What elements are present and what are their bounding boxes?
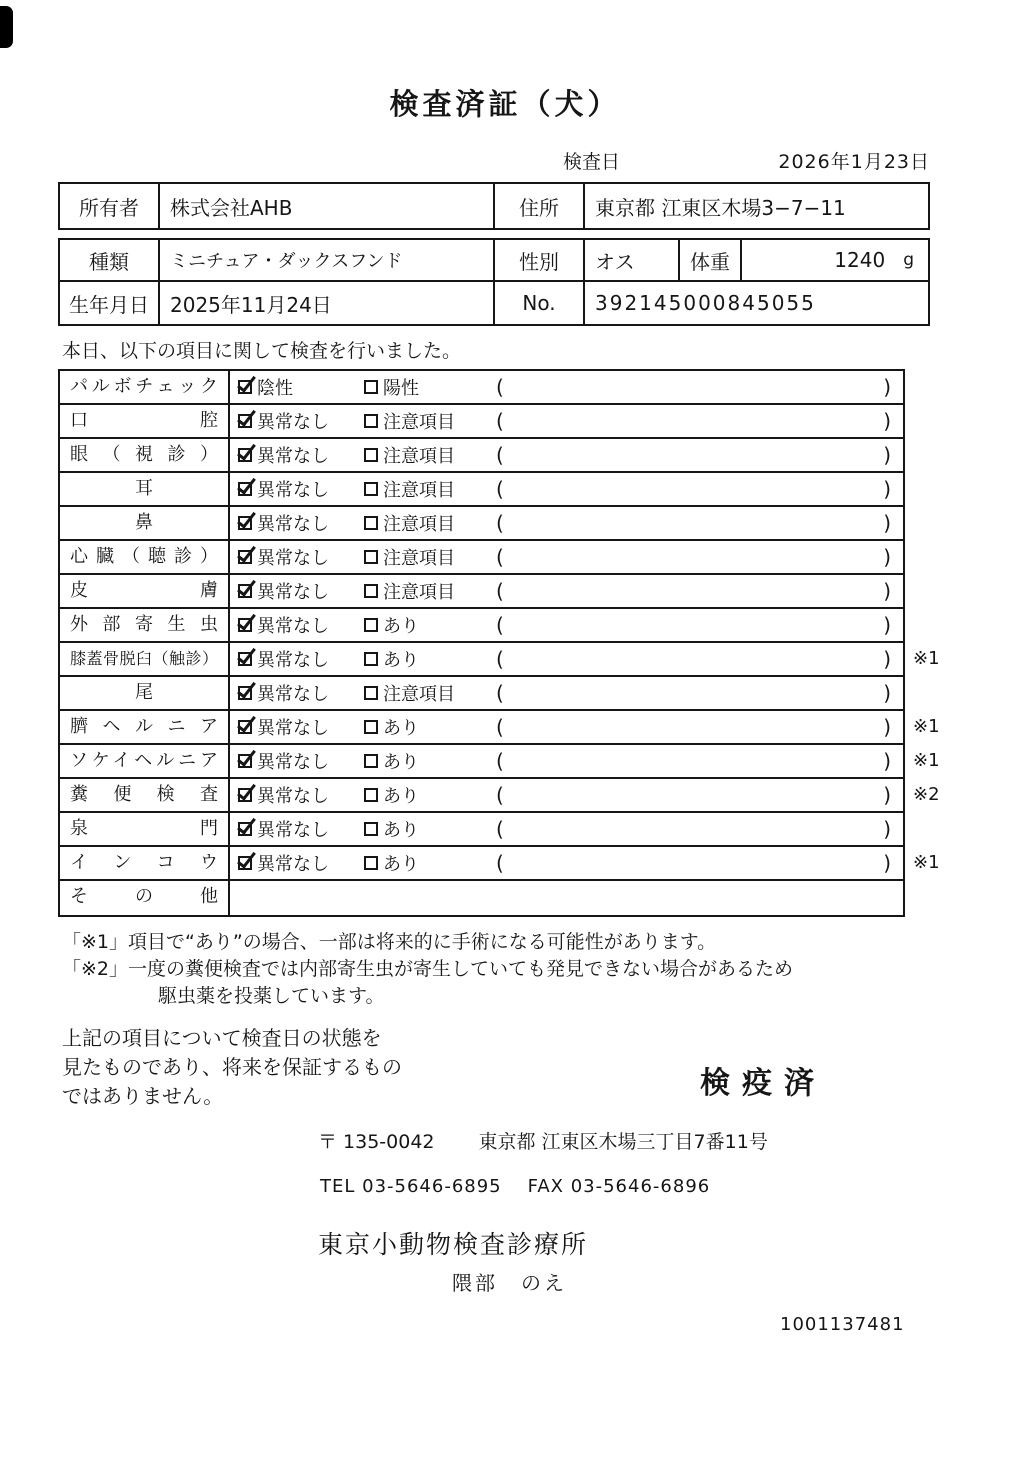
option-label: 注意項目 bbox=[383, 446, 455, 467]
option-label: 異常なし bbox=[257, 582, 329, 603]
disclaimer bbox=[62, 1024, 452, 1111]
paren-open: ( bbox=[496, 783, 504, 807]
item-label: 膝蓋骨脱臼（触診） bbox=[60, 643, 230, 675]
item-row bbox=[60, 405, 903, 439]
option-2 bbox=[364, 374, 496, 400]
paren-field bbox=[496, 545, 903, 569]
weight-unit: g bbox=[903, 250, 914, 270]
paren-open: ( bbox=[496, 851, 504, 875]
option-label: 異常なし bbox=[257, 786, 329, 807]
option-2 bbox=[364, 612, 496, 638]
clinic-name: 東京小動物検査診療所 bbox=[318, 1230, 589, 1259]
paren-field bbox=[496, 477, 903, 501]
paren-field bbox=[496, 409, 903, 433]
option-1 bbox=[230, 714, 364, 740]
paren-field bbox=[496, 817, 903, 841]
checkbox-checked-icon bbox=[238, 448, 252, 462]
item-row bbox=[60, 813, 903, 847]
footnote-2: 「※2」一度の糞便検査では内部寄生虫が寄生していても発見できない場合があるため bbox=[62, 958, 794, 980]
paren-open: ( bbox=[496, 511, 504, 535]
option-label: 異常なし bbox=[257, 446, 329, 467]
bottom-row bbox=[62, 1024, 1010, 1111]
disclaimer-line-2: 見たものであり、将来を保証するもの bbox=[62, 1055, 402, 1079]
item-label: 眼（視診） bbox=[60, 439, 230, 471]
item-content bbox=[230, 575, 903, 607]
paren-field bbox=[496, 851, 903, 875]
option-1 bbox=[230, 578, 364, 604]
item-label: その他 bbox=[60, 881, 230, 915]
item-content bbox=[230, 813, 903, 845]
no-value: 392145000845055 bbox=[595, 291, 816, 315]
paren-field bbox=[496, 715, 903, 739]
option-2 bbox=[364, 578, 496, 604]
option-2 bbox=[364, 408, 496, 434]
items-table bbox=[58, 369, 940, 917]
option-1 bbox=[230, 850, 364, 876]
option-label: あり bbox=[383, 786, 419, 807]
item-label: パルボチェック bbox=[60, 371, 230, 403]
item-row bbox=[60, 541, 903, 575]
option-1 bbox=[230, 680, 364, 706]
option-2 bbox=[364, 782, 496, 808]
disclaimer-line-1: 上記の項目について検査日の状態を bbox=[62, 1026, 382, 1050]
paren-close: ) bbox=[883, 409, 891, 433]
item-row bbox=[60, 507, 903, 541]
checkbox-unchecked-icon bbox=[364, 584, 378, 598]
checkbox-checked-icon bbox=[238, 788, 252, 802]
paren-open: ( bbox=[496, 409, 504, 433]
item-label: 泉門 bbox=[60, 813, 230, 845]
option-2 bbox=[364, 476, 496, 502]
note-badge: ※1 bbox=[913, 716, 940, 737]
checkbox-unchecked-icon bbox=[364, 856, 378, 870]
checkbox-checked-icon bbox=[238, 686, 252, 700]
option-2 bbox=[364, 544, 496, 570]
inspection-date-value: 2026年1月23日 bbox=[778, 151, 930, 173]
note-badge: ※1 bbox=[913, 648, 940, 669]
item-content bbox=[230, 677, 903, 709]
quarantine-stamp: 検疫済 bbox=[700, 1066, 826, 1101]
option-label: 注意項目 bbox=[383, 480, 455, 501]
option-1 bbox=[230, 816, 364, 842]
option-label: 異常なし bbox=[257, 752, 329, 773]
paren-open: ( bbox=[496, 681, 504, 705]
option-1 bbox=[230, 748, 364, 774]
paren-close: ) bbox=[883, 545, 891, 569]
option-label: 異常なし bbox=[257, 616, 329, 637]
paren-close: ) bbox=[883, 443, 891, 467]
tel-fax-row bbox=[320, 1176, 1010, 1197]
checkbox-checked-icon bbox=[238, 380, 252, 394]
paren-open: ( bbox=[496, 477, 504, 501]
note-badge: ※1 bbox=[913, 750, 940, 771]
paren-close: ) bbox=[883, 579, 891, 603]
weight-label: 体重 bbox=[680, 240, 742, 280]
clinic-address: 東京都 江東区木場三丁目7番11号 bbox=[478, 1131, 768, 1153]
checkbox-checked-icon bbox=[238, 550, 252, 564]
checkbox-unchecked-icon bbox=[364, 686, 378, 700]
inspection-date-label: 検査日 bbox=[563, 151, 621, 173]
item-content bbox=[230, 507, 903, 539]
item-label: 耳 bbox=[60, 473, 230, 505]
paren-open: ( bbox=[496, 749, 504, 773]
item-label: 臍ヘルニア bbox=[60, 711, 230, 743]
checkbox-unchecked-icon bbox=[364, 380, 378, 394]
footnote-2-continued: 駆虫薬を投薬しています。 bbox=[158, 985, 385, 1007]
paren-close: ) bbox=[883, 783, 891, 807]
item-content bbox=[230, 881, 903, 915]
item-row bbox=[60, 643, 940, 677]
item-row bbox=[60, 677, 903, 711]
paren-close: ) bbox=[883, 681, 891, 705]
item-content bbox=[230, 711, 903, 743]
paren-field bbox=[496, 579, 903, 603]
paren-open: ( bbox=[496, 579, 504, 603]
checkbox-checked-icon bbox=[238, 652, 252, 666]
paren-field bbox=[496, 783, 903, 807]
option-label: 異常なし bbox=[257, 548, 329, 569]
option-label: 注意項目 bbox=[383, 548, 455, 569]
paren-open: ( bbox=[496, 817, 504, 841]
address-label: 住所 bbox=[495, 184, 585, 228]
sex-label: 性別 bbox=[495, 240, 585, 280]
item-row bbox=[60, 439, 903, 473]
examiner-name: 隈部 のえ bbox=[452, 1271, 567, 1295]
footnotes bbox=[62, 929, 1010, 1010]
option-1 bbox=[230, 408, 364, 434]
paren-open: ( bbox=[496, 375, 504, 399]
option-1 bbox=[230, 646, 364, 672]
item-row bbox=[60, 371, 903, 405]
checkbox-unchecked-icon bbox=[364, 482, 378, 496]
footnote-1: 「※1」項目で“あり”の場合、一部は将来的に手術になる可能性があります。 bbox=[62, 931, 717, 953]
item-row bbox=[60, 609, 903, 643]
checkbox-unchecked-icon bbox=[364, 414, 378, 428]
item-content bbox=[230, 779, 903, 811]
checkbox-checked-icon bbox=[238, 516, 252, 530]
paren-field bbox=[496, 647, 903, 671]
no-label: No. bbox=[495, 282, 585, 324]
checkbox-unchecked-icon bbox=[364, 720, 378, 734]
paren-close: ) bbox=[883, 511, 891, 535]
item-row bbox=[60, 745, 940, 779]
item-row bbox=[60, 473, 903, 507]
item-row bbox=[60, 881, 903, 915]
option-label: 異常なし bbox=[257, 514, 329, 535]
option-2 bbox=[364, 748, 496, 774]
paren-field bbox=[496, 443, 903, 467]
paren-open: ( bbox=[496, 443, 504, 467]
intro-text: 本日、以下の項目に関して検査を行いました。 bbox=[62, 340, 462, 362]
weight-value: 1240 bbox=[834, 248, 886, 272]
option-label: 異常なし bbox=[257, 684, 329, 705]
checkbox-checked-icon bbox=[238, 618, 252, 632]
option-label: あり bbox=[383, 650, 419, 671]
paren-field bbox=[496, 613, 903, 637]
option-1 bbox=[230, 612, 364, 638]
owner-table bbox=[58, 182, 930, 230]
option-2 bbox=[364, 442, 496, 468]
checkbox-unchecked-icon bbox=[364, 550, 378, 564]
option-2 bbox=[364, 510, 496, 536]
option-1 bbox=[230, 510, 364, 536]
option-2 bbox=[364, 646, 496, 672]
sex-value: オス bbox=[585, 240, 680, 280]
option-label: 異常なし bbox=[257, 854, 329, 875]
scan-artifact bbox=[0, 6, 13, 48]
paren-field bbox=[496, 681, 903, 705]
item-label: 外部寄生虫 bbox=[60, 609, 230, 641]
disclaimer-line-3: ではありません。 bbox=[62, 1084, 224, 1108]
item-row bbox=[60, 575, 903, 609]
paren-open: ( bbox=[496, 715, 504, 739]
option-label: 異常なし bbox=[257, 480, 329, 501]
option-label: 異常なし bbox=[257, 650, 329, 671]
birth-value: 2025年11月24日 bbox=[160, 282, 495, 324]
item-label: ソケイヘルニア bbox=[60, 745, 230, 777]
checkbox-unchecked-icon bbox=[364, 618, 378, 632]
option-label: 注意項目 bbox=[383, 582, 455, 603]
checkbox-unchecked-icon bbox=[364, 822, 378, 836]
option-2 bbox=[364, 680, 496, 706]
checkbox-checked-icon bbox=[238, 414, 252, 428]
item-content bbox=[230, 847, 903, 879]
paren-field bbox=[496, 375, 903, 399]
item-label: 皮膚 bbox=[60, 575, 230, 607]
item-row bbox=[60, 847, 940, 881]
item-content bbox=[230, 541, 903, 573]
owner-value: 株式会社AHB bbox=[160, 184, 495, 228]
item-row bbox=[60, 711, 940, 745]
checkbox-unchecked-icon bbox=[364, 754, 378, 768]
option-2 bbox=[364, 850, 496, 876]
paren-close: ) bbox=[883, 749, 891, 773]
tel-number: TEL 03-5646-6895 bbox=[320, 1176, 502, 1197]
note-badge: ※2 bbox=[913, 784, 940, 805]
option-label: あり bbox=[383, 718, 419, 739]
item-content bbox=[230, 473, 903, 505]
address-value: 東京都 江東区木場3−7−11 bbox=[595, 195, 846, 220]
inspection-date-row bbox=[58, 147, 930, 174]
paren-open: ( bbox=[496, 613, 504, 637]
option-label: 注意項目 bbox=[383, 412, 455, 433]
item-row bbox=[60, 779, 940, 813]
paren-close: ) bbox=[883, 613, 891, 637]
option-label: 異常なし bbox=[257, 412, 329, 433]
option-2 bbox=[364, 816, 496, 842]
checkbox-checked-icon bbox=[238, 720, 252, 734]
item-label: インコウ bbox=[60, 847, 230, 879]
checkbox-checked-icon bbox=[238, 754, 252, 768]
option-label: 注意項目 bbox=[383, 514, 455, 535]
clinic-address-row bbox=[318, 1127, 1010, 1154]
option-label: あり bbox=[383, 820, 419, 841]
checkbox-unchecked-icon bbox=[364, 516, 378, 530]
item-label: 鼻 bbox=[60, 507, 230, 539]
checkbox-checked-icon bbox=[238, 822, 252, 836]
option-label: 異常なし bbox=[257, 718, 329, 739]
paren-close: ) bbox=[883, 477, 891, 501]
checkbox-checked-icon bbox=[238, 482, 252, 496]
option-1 bbox=[230, 476, 364, 502]
option-label: あり bbox=[383, 854, 419, 875]
checkbox-checked-icon bbox=[238, 856, 252, 870]
option-label: あり bbox=[383, 752, 419, 773]
weight-value-cell bbox=[742, 240, 928, 280]
option-label: あり bbox=[383, 616, 419, 637]
item-content bbox=[230, 371, 903, 403]
item-label: 心臓（聴診） bbox=[60, 541, 230, 573]
paren-field bbox=[496, 749, 903, 773]
page-title: 検査済証（犬） bbox=[389, 87, 621, 121]
paren-close: ) bbox=[883, 375, 891, 399]
item-label: 口腔 bbox=[60, 405, 230, 437]
paren-open: ( bbox=[496, 647, 504, 671]
breed-value: ミニチュア・ダックスフンド bbox=[160, 240, 495, 280]
postal-code: 〒 135-0042 bbox=[318, 1131, 435, 1153]
option-label: 注意項目 bbox=[383, 684, 455, 705]
pet-table bbox=[58, 238, 930, 326]
option-label: 陰性 bbox=[257, 378, 293, 399]
item-content bbox=[230, 609, 903, 641]
checkbox-unchecked-icon bbox=[364, 448, 378, 462]
item-label: 尾 bbox=[60, 677, 230, 709]
option-2 bbox=[364, 714, 496, 740]
option-1 bbox=[230, 782, 364, 808]
option-label: 異常なし bbox=[257, 820, 329, 841]
paren-close: ) bbox=[883, 851, 891, 875]
paren-close: ) bbox=[883, 715, 891, 739]
owner-row bbox=[60, 184, 928, 228]
paren-open: ( bbox=[496, 545, 504, 569]
item-content bbox=[230, 745, 903, 777]
item-content bbox=[230, 439, 903, 471]
birth-label: 生年月日 bbox=[60, 282, 160, 324]
item-content bbox=[230, 405, 903, 437]
option-1 bbox=[230, 374, 364, 400]
checkbox-checked-icon bbox=[238, 584, 252, 598]
paren-close: ) bbox=[883, 817, 891, 841]
option-1 bbox=[230, 442, 364, 468]
owner-label: 所有者 bbox=[60, 184, 160, 228]
item-label: 糞便検査 bbox=[60, 779, 230, 811]
note-badge: ※1 bbox=[913, 852, 940, 873]
option-label: 陽性 bbox=[383, 378, 419, 399]
paren-field bbox=[496, 511, 903, 535]
fax-number: FAX 03-5646-6896 bbox=[527, 1176, 711, 1197]
pet-row-2 bbox=[60, 282, 928, 324]
checkbox-unchecked-icon bbox=[364, 788, 378, 802]
paren-close: ) bbox=[883, 647, 891, 671]
checkbox-unchecked-icon bbox=[364, 652, 378, 666]
item-content bbox=[230, 643, 903, 675]
breed-label: 種類 bbox=[60, 240, 160, 280]
pet-row-1 bbox=[60, 240, 928, 282]
option-1 bbox=[230, 544, 364, 570]
serial-number: 1001137481 bbox=[780, 1314, 905, 1335]
